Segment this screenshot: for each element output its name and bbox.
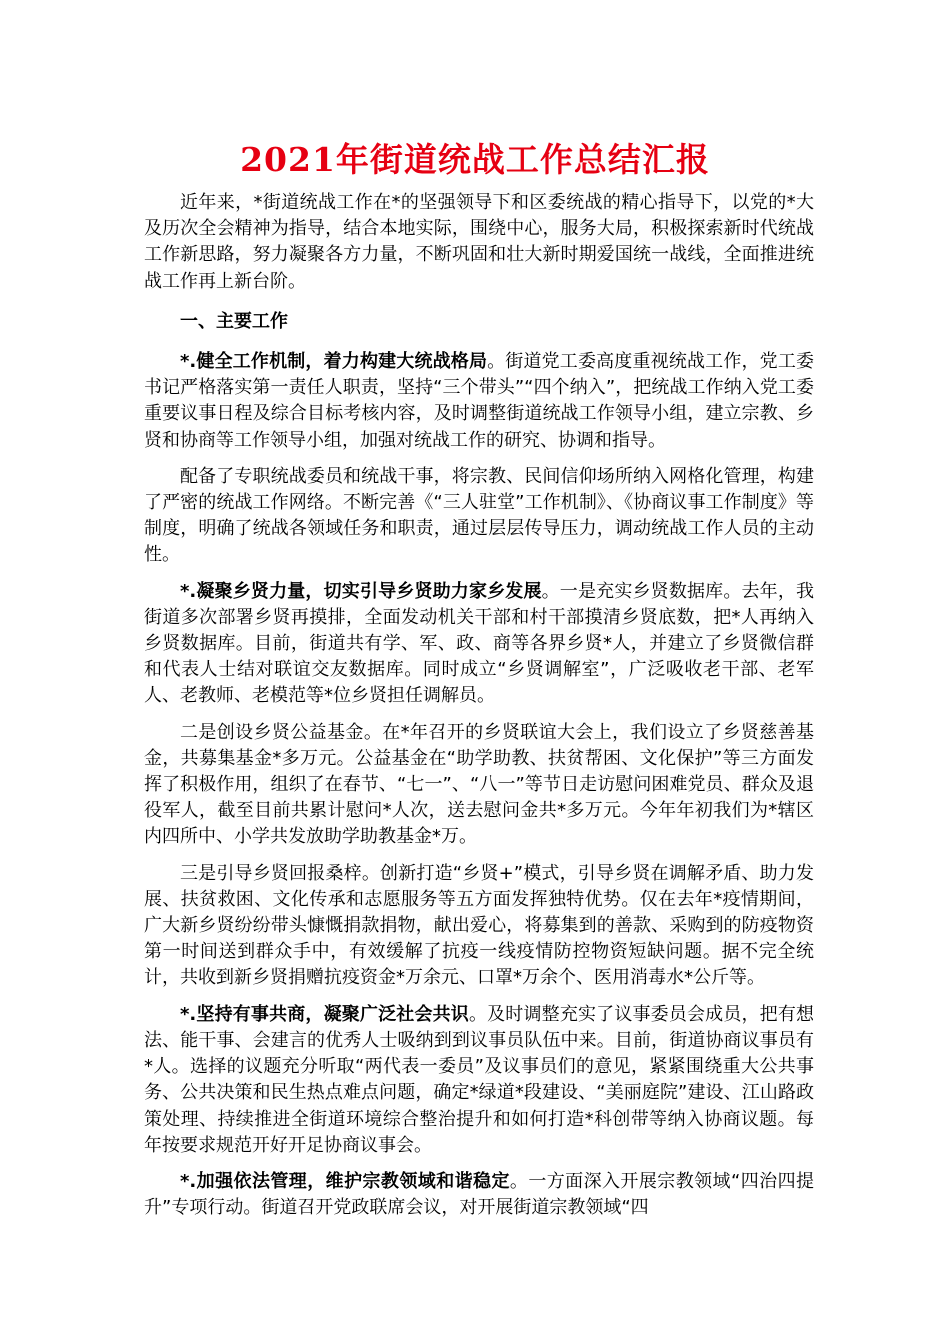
- paragraph-religion: [144, 1169, 814, 1221]
- document-body: [144, 190, 814, 1221]
- paragraph-text: 。一是充实乡贤数据库。去年，我街道多次部署乡贤再摸排，全面发动机关干部和村干部摸清乡贤底数，把*人再纳入乡贤数据库。目前，街道共有学、军、政、商等各界乡贤*人，并建立了乡贤微信群和代表人士结对联谊交友数据库。同时成立“乡贤调解室”，广泛吸收老干部、老军人、老教师、老模范等*位乡贤担任调解员。: [144, 580, 815, 707]
- paragraph-text: 。一方面深入开展宗教领域“四治四提升”专项行动。街道召开党政联席会议，对开展街道宗教领域“四: [144, 1170, 815, 1219]
- paragraph-repay: 三是引导乡贤回报桑梓。创新打造“乡贤+”模式，引导乡贤在调解矛盾、助力发展、扶贫救困、文化传承和志愿服务等五方面发挥独特优势。仅在去年*疫情期间，广大新乡贤纷纷带头慷慨捐款捐物，献出爱心，将募集到的善款、采购到的防疫物资第一时间送到群众手中，有效缓解了抗疫一线疫情防控物资短缺问题。据不完全统计，共收到新乡贤捐赠抗疫资金*万余元、口罩*万余个、医用消毒水*公斤等。: [144, 862, 814, 989]
- paragraph-staffing: 配备了专职统战委员和统战干事，将宗教、民间信仰场所纳入网格化管理，构建了严密的统战工作网络。不断完善《“三人驻堂”工作机制》、《协商议事工作制度》等制度，明确了统战各领域任务和职责，通过层层传导压力，调动统战工作人员的主动性。: [144, 465, 814, 566]
- paragraph-mechanism: [144, 349, 814, 454]
- paragraph-fund: 二是创设乡贤公益基金。在*年召开的乡贤联谊大会上，我们设立了乡贤慈善基金，共募集基金*多万元。公益基金在“助学助教、扶贫帮困、文化保护”等三方面发挥了积极作用，组织了在春节、“七一”、“八一”等节日走访慰问困难党员、群众及退役军人，截至目前共累计慰问*人次，送去慰问金共*多万元。今年年初我们为*辖区内四所中、小学共发放助学助教基金*万。: [144, 721, 814, 848]
- paragraph-consultation: [144, 1002, 814, 1159]
- intro-paragraph: 近年来，*街道统战工作在*的坚强领导下和区委统战的精心指导下，以党的*大及历次全会精神为指导，结合本地实际，围绕中心，服务大局，积极探索新时代统战工作新思路，努力凝聚各方力量，不断巩固和壮大新时期爱国统一战线，全面推进统战工作再上新台阶。: [144, 192, 814, 292]
- paragraph-text: 。街道党工委高度重视统战工作，党工委书记严格落实第一责任人职责，坚持“三个带头”“四个纳入”，把统战工作纳入党工委重要议事日程及综合目标考核内容，及时调整街道统战工作领导小组，建立宗教、乡贤和协商等工作领导小组，加强对统战工作的研究、协调和指导。: [144, 351, 814, 451]
- paragraph-xianxian: [144, 579, 814, 710]
- paragraph-lead: *.健全工作机制，着力构建大统战格局: [180, 351, 488, 373]
- paragraph-text: 。及时调整充实了议事委员会成员，把有想法、能干事、会建言的优秀人士吸纳到到议事员队伍中来。目前，街道协商议事员有*人。选择的议题充分听取“两代表一委员”及议事员们的意见，紧紧围绕重大公共事务、公共决策和民生热点难点问题，确定*绿道*段建设、“美丽庭院”建设、江山路政策处理、持续推进全街道环境综合整治提升和如何打造*科创带等纳入协商议题。每年按要求规范开好开足协商议事会。: [144, 1003, 815, 1156]
- paragraph-lead: *.加强依法管理，维护宗教领域和谐稳定: [180, 1170, 510, 1192]
- section-heading: 一、主要工作: [180, 310, 288, 332]
- paragraph-lead: *.坚持有事共商，凝聚广泛社会共识: [180, 1003, 469, 1025]
- document-title: 2021年街道统战工作总结汇报: [240, 140, 710, 179]
- paragraph-lead: *.凝聚乡贤力量，切实引导乡贤助力家乡发展: [180, 580, 542, 602]
